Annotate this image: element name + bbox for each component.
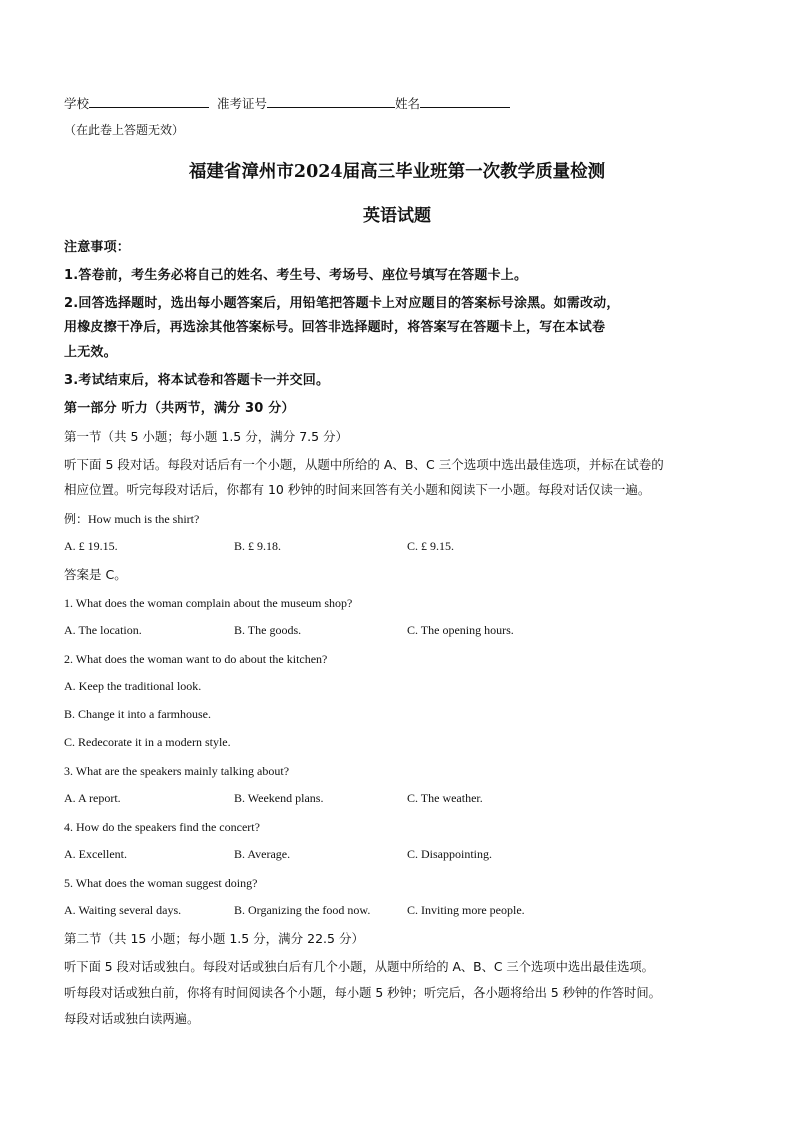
- question-2-option-c: C. Redecorate it in a modern style.: [64, 735, 231, 749]
- question-5-option-a: A. Waiting several days.: [64, 903, 182, 917]
- question-3-option-b: B. Weekend plans.: [234, 791, 324, 805]
- question-4-option-c: C. Disappointing.: [407, 847, 493, 861]
- page-title: 福建省漳州市2024届高三毕业班第一次教学质量检测: [188, 162, 606, 182]
- notice-item-2-line-2: 用橡皮擦干净后，再选涂其他答案标号。回答非选择题时，将答案写在答题卡上，写在本试卷: [64, 320, 606, 335]
- question-2-option-b: B. Change it into a farmhouse.: [64, 707, 211, 721]
- notice-item-3: 3.考试结束后，将本试卷和答题卡一并交回。: [64, 373, 330, 388]
- page-subtitle: 英语试题: [363, 206, 431, 226]
- section2-instructions-line-1: 听下面 5 段对话或独白。每段对话或独白后有几个小题，从题中所给的 A、B、C 三个选项中选出最佳选项。: [64, 960, 654, 974]
- section1-instructions-line-1: 听下面 5 段对话。每段对话后有一个小题，从题中所给的 A、B、C 三个选项中选出最佳选项，并标在试卷的: [64, 457, 664, 472]
- exam-id-field[interactable]: [267, 95, 395, 108]
- example-answer: 答案是 C。: [64, 567, 127, 582]
- school-field[interactable]: [89, 95, 209, 108]
- section1-instructions-line-2: 相应位置。听完每段对话后，你都有 10 秒钟的时间来回答有关小题和阅读下一小题。每段对话仅读一遍。: [64, 482, 651, 497]
- question-4: 4. How do the speakers find the concert?: [64, 820, 260, 834]
- example-question: 例：How much is the shirt?: [64, 512, 200, 526]
- question-4-option-a: A. Excellent.: [64, 847, 127, 861]
- question-3: 3. What are the speakers mainly talking about?: [64, 764, 290, 778]
- question-1: 1. What does the woman complain about the museum shop?: [64, 596, 353, 610]
- name-label: 姓名: [395, 96, 421, 111]
- notice-heading: 注意事项：: [64, 240, 131, 255]
- header-fields: [64, 95, 510, 112]
- example-option-c: C. £ 9.15.: [407, 539, 455, 553]
- notice-item-2-line-3: 上无效。: [64, 345, 117, 360]
- name-field[interactable]: [420, 95, 510, 108]
- invalid-note: （在此卷上答题无效）: [64, 123, 185, 137]
- question-5-option-b: B. Organizing the food now.: [234, 903, 371, 917]
- question-3-option-a: A. A report.: [64, 791, 121, 805]
- section1-heading: 第一节（共 5 小题；每小题 1.5 分，满分 7.5 分）: [64, 429, 349, 444]
- question-5-option-c: C. Inviting more people.: [407, 903, 525, 917]
- question-1-option-a: A. The location.: [64, 623, 142, 637]
- school-label: 学校: [64, 96, 90, 111]
- section2-instructions-line-3: 每段对话或独白读两遍。: [64, 1012, 200, 1026]
- question-5: 5. What does the woman suggest doing?: [64, 876, 258, 890]
- question-4-option-b: B. Average.: [234, 847, 291, 861]
- question-2-option-a: A. Keep the traditional look.: [64, 679, 202, 693]
- part1-heading: 第一部分 听力（共两节，满分 30 分）: [64, 401, 295, 416]
- exam-id-label: 准考证号: [217, 96, 268, 111]
- question-3-option-c: C. The weather.: [407, 791, 483, 805]
- example-option-a: A. £ 19.15.: [64, 539, 118, 553]
- section2-instructions-line-2: 听每段对话或独白前，你将有时间阅读各个小题，每小题 5 秒钟；听完后，各小题将给出 5 秒钟的作答时间。: [64, 986, 661, 1000]
- question-2: 2. What does the woman want to do about the kitchen?: [64, 652, 328, 666]
- example-option-b: B. £ 9.18.: [234, 539, 282, 553]
- notice-item-1: 1.答卷前，考生务必将自己的姓名、考生号、考场号、座位号填写在答题卡上。: [64, 268, 528, 283]
- notice-item-2-line-1: 2.回答选择题时，选出每小题答案后，用铅笔把答题卡上对应题目的答案标号涂黑。如需改动，: [64, 296, 620, 311]
- section2-heading: 第二节（共 15 小题；每小题 1.5 分，满分 22.5 分）: [64, 931, 364, 946]
- question-1-option-c: C. The opening hours.: [407, 623, 514, 637]
- question-1-option-b: B. The goods.: [234, 623, 302, 637]
